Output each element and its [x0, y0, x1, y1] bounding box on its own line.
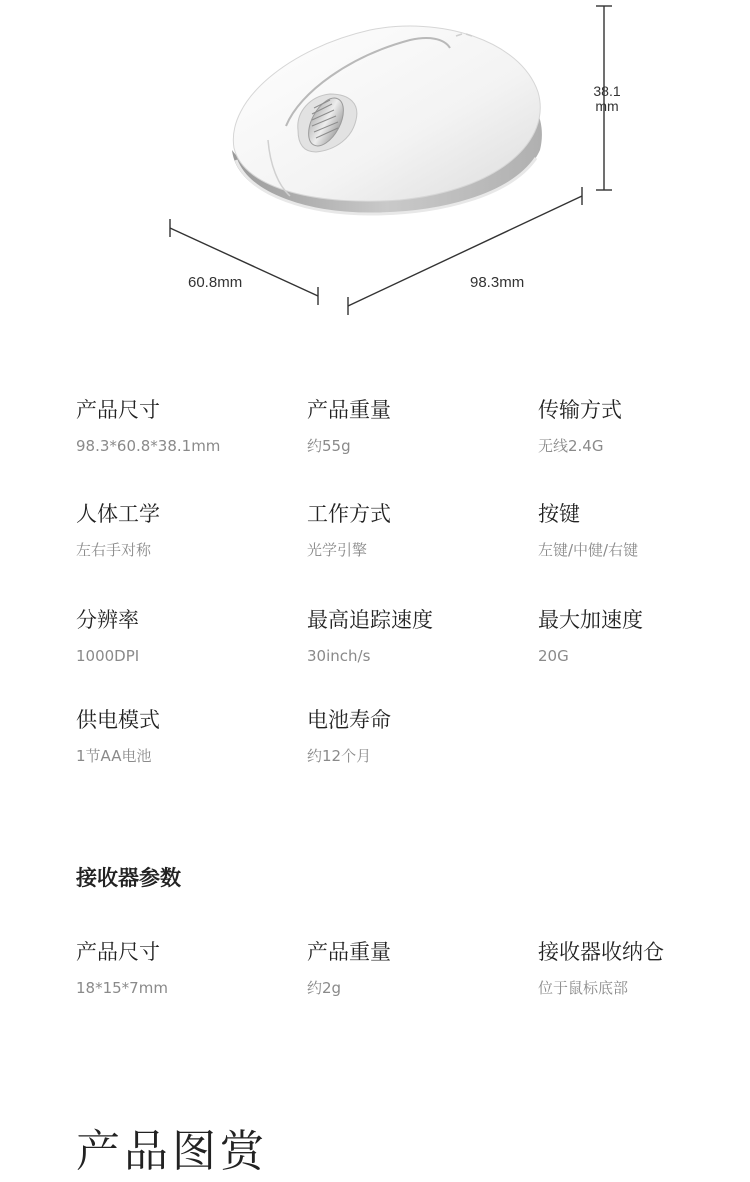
spec-label: 电池寿命 — [307, 708, 391, 732]
spec-label: 产品重量 — [307, 398, 391, 422]
spec-label: 工作方式 — [307, 502, 391, 526]
mouse-illustration — [0, 0, 750, 330]
spec-value: 20G — [538, 647, 569, 665]
height-unit: mm — [595, 98, 619, 114]
spec-label: 产品重量 — [307, 940, 391, 964]
spec-item — [538, 396, 738, 456]
width-dimension-label: 60.8mm — [188, 274, 243, 291]
width-dimension-line — [170, 219, 318, 305]
length-dimension-label: 98.3mm — [470, 274, 525, 291]
spec-item — [307, 938, 527, 998]
spec-label: 人体工学 — [76, 502, 160, 526]
spec-item — [307, 706, 527, 766]
spec-item — [307, 396, 527, 456]
spec-label: 产品尺寸 — [76, 398, 160, 422]
spec-value: 无线2.4G — [538, 437, 604, 455]
spec-value: 左右手对称 — [76, 541, 152, 559]
spec-value: 光学引擎 — [307, 541, 368, 559]
spec-value: 约2g — [307, 979, 342, 997]
spec-item — [538, 606, 738, 666]
spec-label: 最大加速度 — [538, 608, 643, 632]
spec-label: 最高追踪速度 — [307, 608, 433, 632]
spec-item — [76, 938, 296, 998]
spec-item — [538, 500, 738, 560]
spec-label: 传输方式 — [538, 398, 622, 422]
spec-label: 分辨率 — [76, 608, 139, 632]
spec-label: 供电模式 — [76, 708, 160, 732]
spec-value: 位于鼠标底部 — [538, 979, 629, 997]
spec-value: 1000DPI — [76, 647, 140, 665]
product-dimension-figure — [0, 0, 750, 330]
spec-value: 18*15*7mm — [76, 979, 168, 997]
gallery-section-title: 产品图赏 — [76, 1126, 268, 1177]
spec-label: 产品尺寸 — [76, 940, 160, 964]
spec-value: 1节AA电池 — [76, 747, 152, 765]
spec-value: 左键/中健/右键 — [538, 541, 639, 559]
spec-item — [307, 606, 527, 666]
spec-label: 接收器收纳仓 — [538, 940, 664, 964]
spec-value: 30inch/s — [307, 647, 371, 665]
spec-item — [538, 938, 738, 998]
spec-item — [76, 706, 296, 766]
spec-value: 约55g — [307, 437, 351, 455]
spec-item — [76, 396, 296, 456]
spec-item — [307, 500, 527, 560]
spec-label: 按键 — [538, 502, 580, 526]
height-dimension-label — [588, 84, 626, 114]
spec-value: 98.3*60.8*38.1mm — [76, 437, 221, 455]
spec-item — [76, 500, 296, 560]
spec-value: 约12个月 — [307, 747, 372, 765]
receiver-section-title: 接收器参数 — [76, 866, 181, 890]
height-value: 38.1 — [593, 83, 621, 99]
spec-item — [76, 606, 296, 666]
